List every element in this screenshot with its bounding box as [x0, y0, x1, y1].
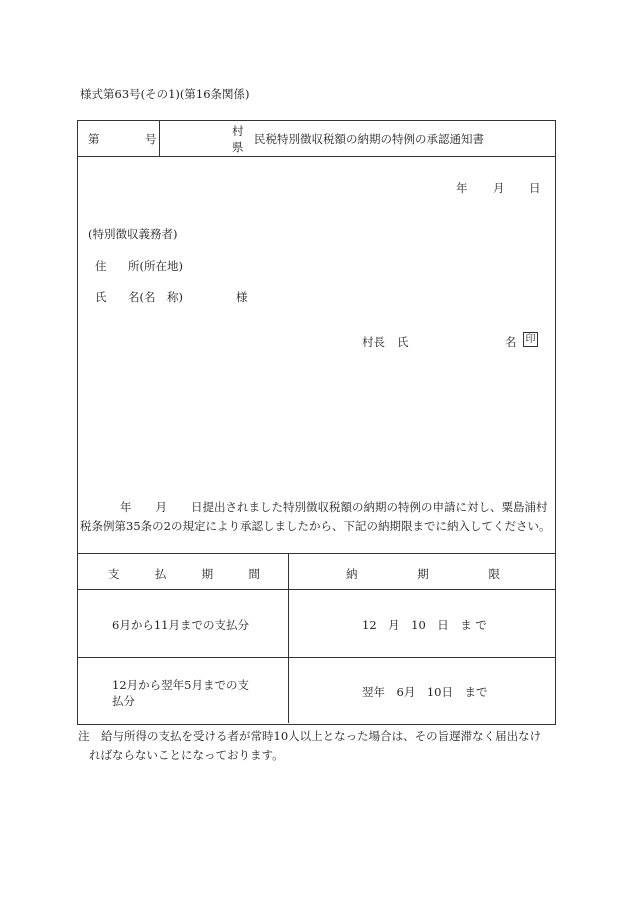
village-top: 村: [232, 124, 244, 138]
header-payment-period: [108, 566, 260, 582]
document-title: 民税特別徴収税額の納期の特例の承認通知書: [254, 132, 484, 146]
header-deadline-char: 期: [417, 567, 429, 581]
row-2-period-line-2: 払分: [112, 694, 135, 708]
table-row-border: [77, 657, 555, 658]
table-top-border: [77, 553, 555, 554]
number-suffix: 号: [145, 132, 157, 146]
note-line-1: 給与所得の支払を受ける者が常時10人以上となった場合は、その旨遅滞なく届出なけ: [101, 729, 542, 743]
row-1-deadline: 12 月 10 日 ま で: [362, 618, 487, 632]
date-day: 日: [529, 181, 541, 195]
header-period-char: 支: [108, 567, 120, 581]
honorific: 様: [236, 290, 248, 304]
table-column-divider: [288, 553, 289, 723]
header-deadline-char: 限: [488, 567, 500, 581]
address-label-1: 住: [95, 259, 107, 273]
header-period-char: 払: [154, 567, 167, 581]
recipient-role: (特別徴収義務者): [88, 227, 178, 241]
header-deadline: [346, 566, 500, 582]
body-line-1: [80, 498, 554, 517]
header-divider: [77, 156, 555, 157]
row-2-period-line-1: 12月から翌年5月までの支: [112, 678, 249, 692]
name-label-1: 氏: [95, 290, 107, 304]
name-label-2: 名(名 称): [128, 290, 183, 304]
header-deadline-char: 納: [346, 567, 358, 581]
body-line-1-rest: 日提出されました特別徴収税額の納期の特例の申請に対し、粟島浦村: [191, 500, 548, 514]
form-frame: [77, 120, 556, 725]
header-period-char: 期: [201, 567, 214, 581]
header-period-char: 間: [248, 567, 260, 581]
number-prefix: 第: [88, 132, 100, 146]
note-label: 注: [78, 729, 90, 743]
note-line-2: ればならないことになっております。: [89, 748, 284, 762]
address-label-2: 所(所在地): [128, 259, 183, 273]
row-1-period: 6月から11月までの支払分: [112, 618, 249, 632]
body-line-2: 税条例第35条の2の規定により承認しましたから、下記の納期限までに納入してください。: [80, 519, 551, 533]
date-month: 月: [493, 181, 505, 195]
table-header-border: [77, 589, 555, 590]
village-bottom: 県: [232, 140, 244, 154]
issuer-name-label-1: 氏: [397, 335, 409, 349]
seal-stamp: 印: [523, 332, 538, 347]
issuer-name-label-2: 名: [505, 335, 517, 349]
body-year: 年: [120, 500, 132, 514]
issuer-title: 村長: [362, 335, 385, 349]
row-2-deadline: 翌年 6月 10日 まで: [362, 685, 488, 699]
body-month: 月: [155, 500, 167, 514]
form-label: 様式第63号(その1)(第16条関係): [80, 87, 250, 101]
header-vertical-divider: [159, 120, 160, 157]
date-year: 年: [456, 181, 468, 195]
